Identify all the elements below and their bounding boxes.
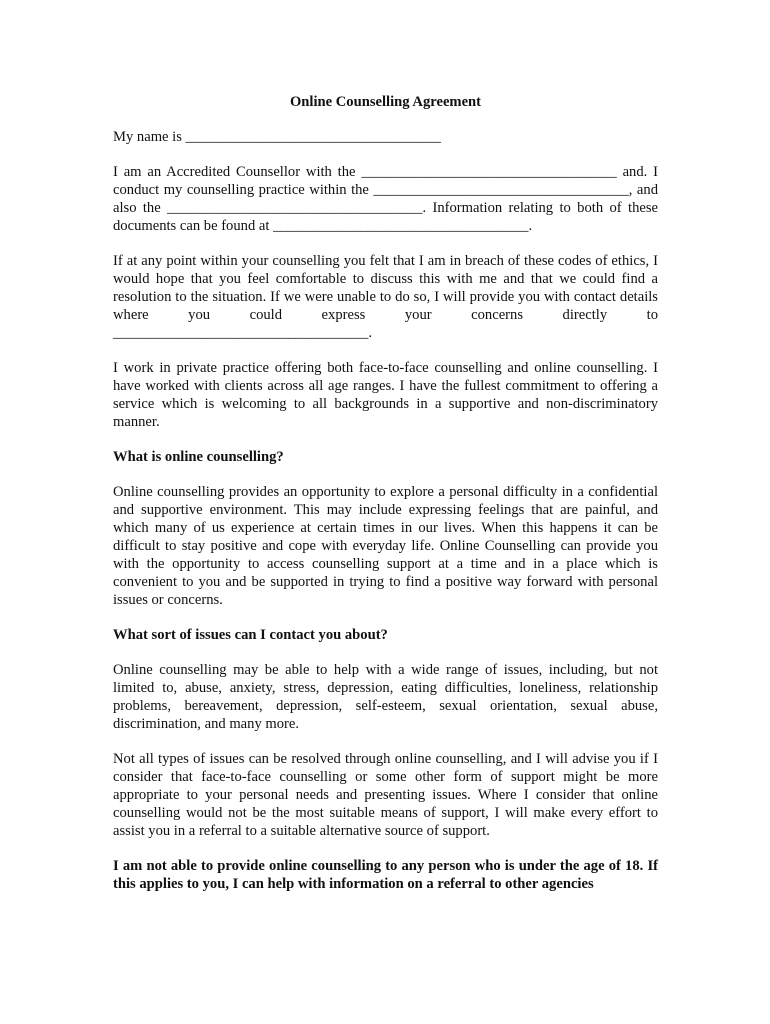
name-line: My name is ___________________________________ [113,129,441,145]
paragraph-issues-list: Online counselling may be able to help with a wide range of issues, including, but not limited to, abuse, anxiety, stress, depression, eating difficulties, loneliness, relationship problems, bereavement, depression, self-esteem, sexual orientation, sexual abuse, discrimination, and many more. [113,662,658,732]
heading-what-is-online-counselling: What is online counselling? [113,449,284,465]
document-page [113,93,658,893]
paragraph-accreditation: I am an Accredited Counsellor with the ___________________________________ and. I conduct my counselling practice within the ___________________________________, and also the ___________________________________. Information relating to both of these documents can be found at ___________________________________. [113,164,658,234]
paragraph-private-practice: I work in private practice offering both face-to-face counselling and online counselling. I have worked with clients across all age ranges. I have the fullest commitment to offering a service which is welcoming to all backgrounds in a supportive and non-discriminatory manner. [113,360,658,430]
paragraph-age-restriction: I am not able to provide online counselling to any person who is under the age of 18. If this applies to you, I can help with information on a referral to other agencies [113,858,658,892]
paragraph-online-counselling-description: Online counselling provides an opportunity to explore a personal difficulty in a confidential and supportive environment. This may include expressing feelings that are painful, and which many of us experience at certain times in our lives. When this happens it can be difficult to stay positive and cope with everyday life. Online Counselling can provide you with the opportunity to access counselling support at a time and in a place which is convenient to you and be supported in trying to find a positive way forward with personal issues or concerns. [113,484,658,608]
document-title: Online Counselling Agreement [289,94,482,110]
paragraph-referral: Not all types of issues can be resolved through online counselling, and I will advise you if I consider that face-to-face counselling or some other form of support might be more appropriate to your personal needs and presenting issues. Where I consider that online counselling would not be the most suitable means of support, I will make every effort to assist you in a referral to a suitable alternative source of support. [113,751,658,839]
heading-issues: What sort of issues can I contact you about? [113,627,388,643]
paragraph-breach-of-ethics: If at any point within your counselling you felt that I am in breach of these codes of ethics, I would hope that you feel comfortable to discuss this with me and that we could find a resolution to the situation. If we were unable to do so, I will provide you with contact details where you could express your concerns directly to ___________________________________. [113,253,658,341]
